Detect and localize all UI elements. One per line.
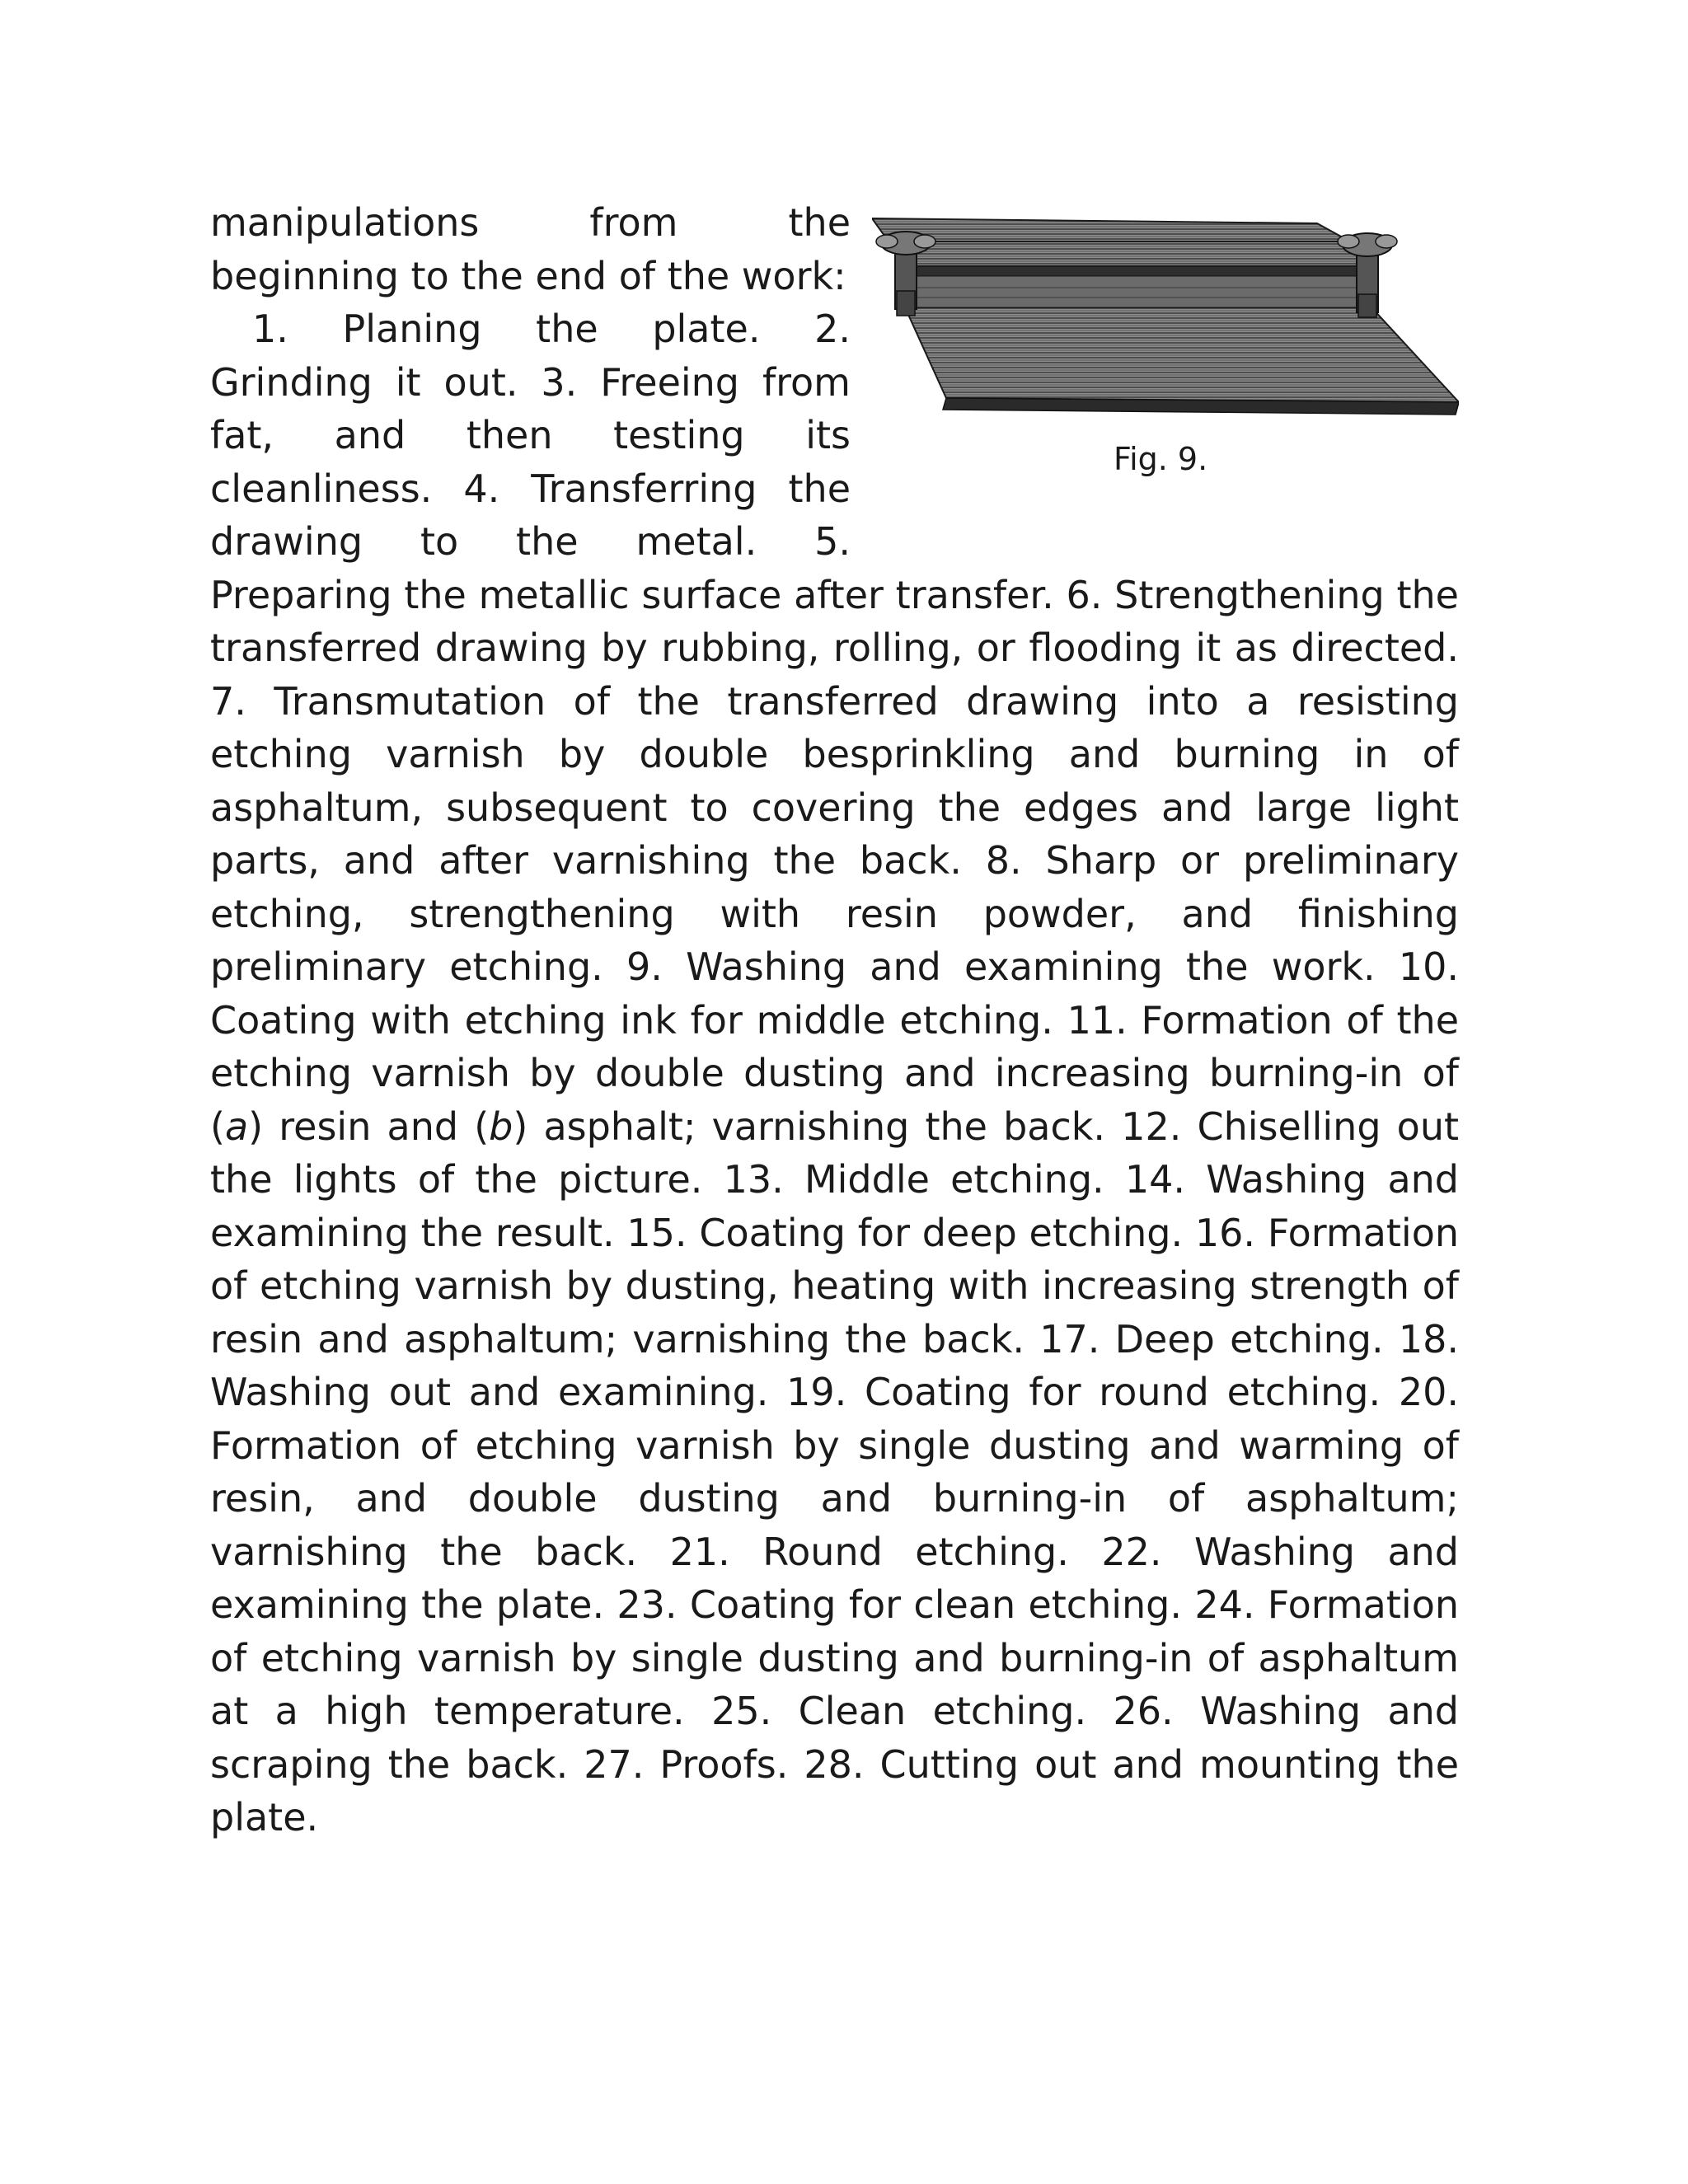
italic-a: a — [224, 1104, 249, 1149]
paragraph-steps — [210, 302, 1459, 1844]
italic-b: b — [489, 1104, 513, 1149]
figure-caption: Fig. 9. — [1114, 441, 1208, 477]
body-text — [210, 196, 1459, 1844]
steps-text-3: ) asphalt; varnishing the back. 12. Chiselling out the lights of the picture. 13. Middle etching. 14. Washing and examining the result. 15. Coating for deep etching. 16. Formation of etching varnish by dusting, heating with increasing strength of resin and asphaltum; varnishing the back. 17. Deep etching. 18. Washing out and examining. 19. Coating for round etching. 20. Formation of etching varnish by single dusting and warming of resin, and double dusting and burning-in of asphaltum; varnishing the back. 21. Round etching. 22. Washing and examining the plate. 23. Coating for clean etching. 24. Formation of etching varnish by single dusting and burning-in of asphaltum at a high temperature. 25. Clean etching. 26. Washing and scraping the back. 27. Proofs. 28. Cutting out and mounting the plate. — [210, 1104, 1460, 1840]
paragraph-intro: manipulations from the beginning to the end of the work: — [210, 200, 851, 298]
steps-text-2: ) resin and ( — [248, 1104, 490, 1149]
steps-text-1: 1. Planing the plate. 2. Grinding it out. 3. Freeing from fat, and then testing its cleanliness. 4. Transferring the drawing to the metal. 5. Preparing the metallic surface after transfer. 6. Strengthening the transferred drawing by rubbing, rolling, or flooding it as directed. 7. Transmutation of the transferred drawing into a resisting etching varnish by double besprinkling and burning in of asphaltum, subsequent to covering the edges and large light parts, and after varnishing the back. 8. Sharp or preliminary etching, strengthening with resin powder, and finishing preliminary etching. 9. Washing and examining the work. 10. Coating with etching ink for middle etching. 11. Formation of the etching varnish by double dusting and increasing burning-in of ( — [210, 307, 1459, 1149]
figure-9 — [872, 209, 1459, 526]
clamped-plate-illustration — [872, 209, 1459, 448]
